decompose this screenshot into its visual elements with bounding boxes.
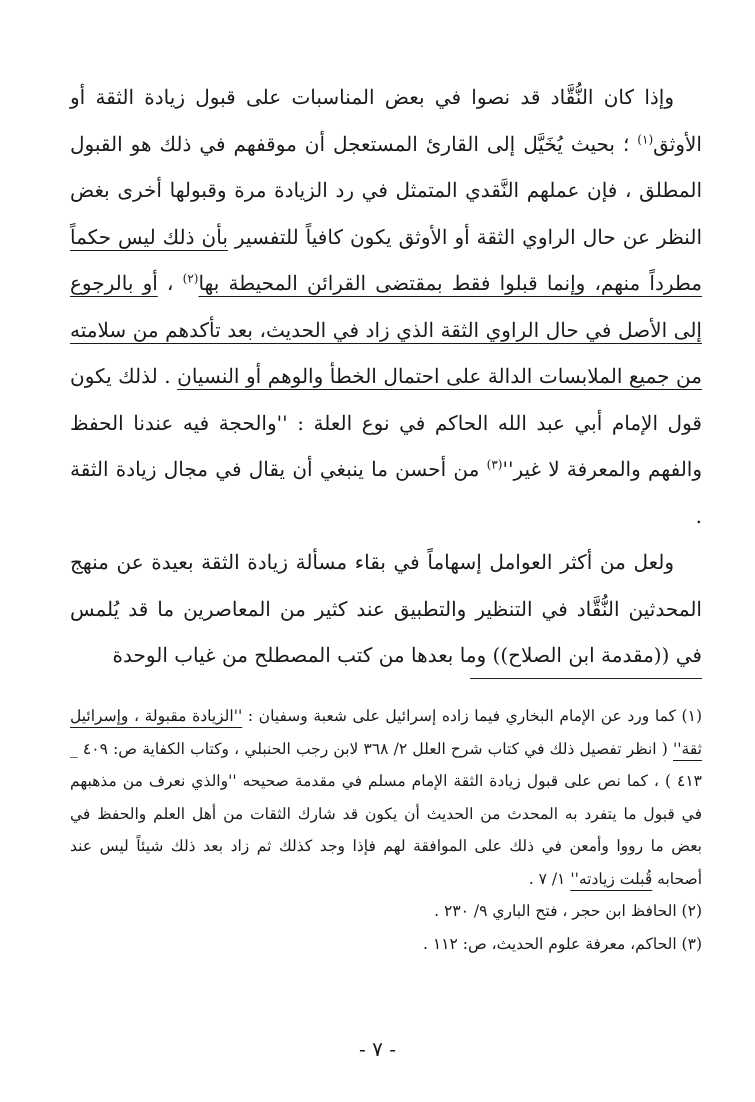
footnote-ref-3: (٣) — [486, 457, 503, 472]
fn1-text-a: (١) كما ورد عن الإمام البخاري فيما زاده إسرائيل على شعبة وسفيان : — [242, 707, 702, 725]
footnote-1 — [70, 700, 702, 895]
p1-underlined-b: أو بالرجوع إلى الأصل في حال الراوي الثقة الذي زاد في الحديث، بعد تأكدهم من سلامته من جميع الملابسات الدالة على احتمال الخطأ والوهم أو النسيان — [70, 271, 702, 388]
footnote-2: (٢) الحافظ ابن حجر ، فتح الباري ٩/ ٢٣٠ . — [434, 902, 702, 920]
p1-text-b: ؛ بحيث يُخَيَّل إلى القارئ المستعجل أن موقفهم في ذلك هو القبول المطلق ، فإن عملهم النَّقدي المتمثل في رد الزيادة مرة وقبولها أخرى بغض النظر عن حال الراوي الثقة أو الأوثق يكون كافياً للتفسير — [70, 131, 702, 249]
p1-text-a: وإذا كان النُّقَّاد قد نصوا في بعض المناسبات على قبول زيادة الثقة أو الأوثق — [70, 85, 702, 156]
fn1-text-b: ( انظر تفصيل ذلك في كتاب شرح العلل ٢/ ٣٦٨ لابن رجب الحنبلي ، وكتاب الكفاية ص: ٤٠٩ _ ٤١٣ ) ، كما نص على قبول زيادة الثقة الإمام مسلم في مقدمة صحيحه ''والذي نعرف من مذهبهم في قبول ما يتفرد به المحدث من الحديث أن يكون قد شارك الثقات من أهل العلم والحفظ في بعض ما رووا وأمعن في ذلك على الموافقة لهم فإذا وجد كذلك ثم زاد بعد ذلك شيئاً ليس عند أصحابه — [70, 739, 702, 888]
page-number: - ٧ - — [359, 1037, 396, 1061]
p1-text-c: ، — [157, 271, 183, 295]
main-body-text — [70, 74, 702, 679]
footnote-ref-1: (١) — [637, 131, 654, 146]
paragraph-1 — [70, 74, 702, 539]
paragraph-2: ولعل من أكثر العوامل إسهاماً في بقاء مسألة زيادة الثقة بعيدة عن منهج المحدثين النُّقَّاد في التنظير والتطبيق عند كثير من المعاصرين ما قد يُلمس في ((مقدمة ابن الصلاح)) وما بعدها من كتب المصطلح من غياب الوحدة — [70, 550, 702, 667]
footnotes-section — [70, 700, 702, 960]
footnote-3: (٣) الحاكم، معرفة علوم الحديث، ص: ١١٢ . — [422, 934, 702, 953]
p1-text-e: من أحسن ما ينبغي أن يقال في مجال زيادة الثقة . — [70, 457, 702, 528]
fn1-underlined-b: قُبلت زيادته'' — [570, 869, 653, 888]
p1-underlined-a: بأن ذلك ليس حكماً مطرداً منهم، وإنما قبلوا فقط بمقتضى القرائن المحيطة بها — [70, 224, 703, 295]
footnote-ref-2: (٢) — [182, 271, 199, 286]
footnote-separator — [470, 678, 702, 679]
fn1-underlined-a: ''الزيادة مقبولة ، وإسرائيل ثقة'' — [70, 707, 702, 758]
p1-text-d: . لذلك يكون قول الإمام أبي عبد الله الحاكم في نوع العلة : ''والحجة فيه عندنا الحفظ والفهم والمعرفة لا غير'' — [70, 364, 702, 481]
fn1-text-c: ١/ ٧ . — [528, 869, 571, 888]
